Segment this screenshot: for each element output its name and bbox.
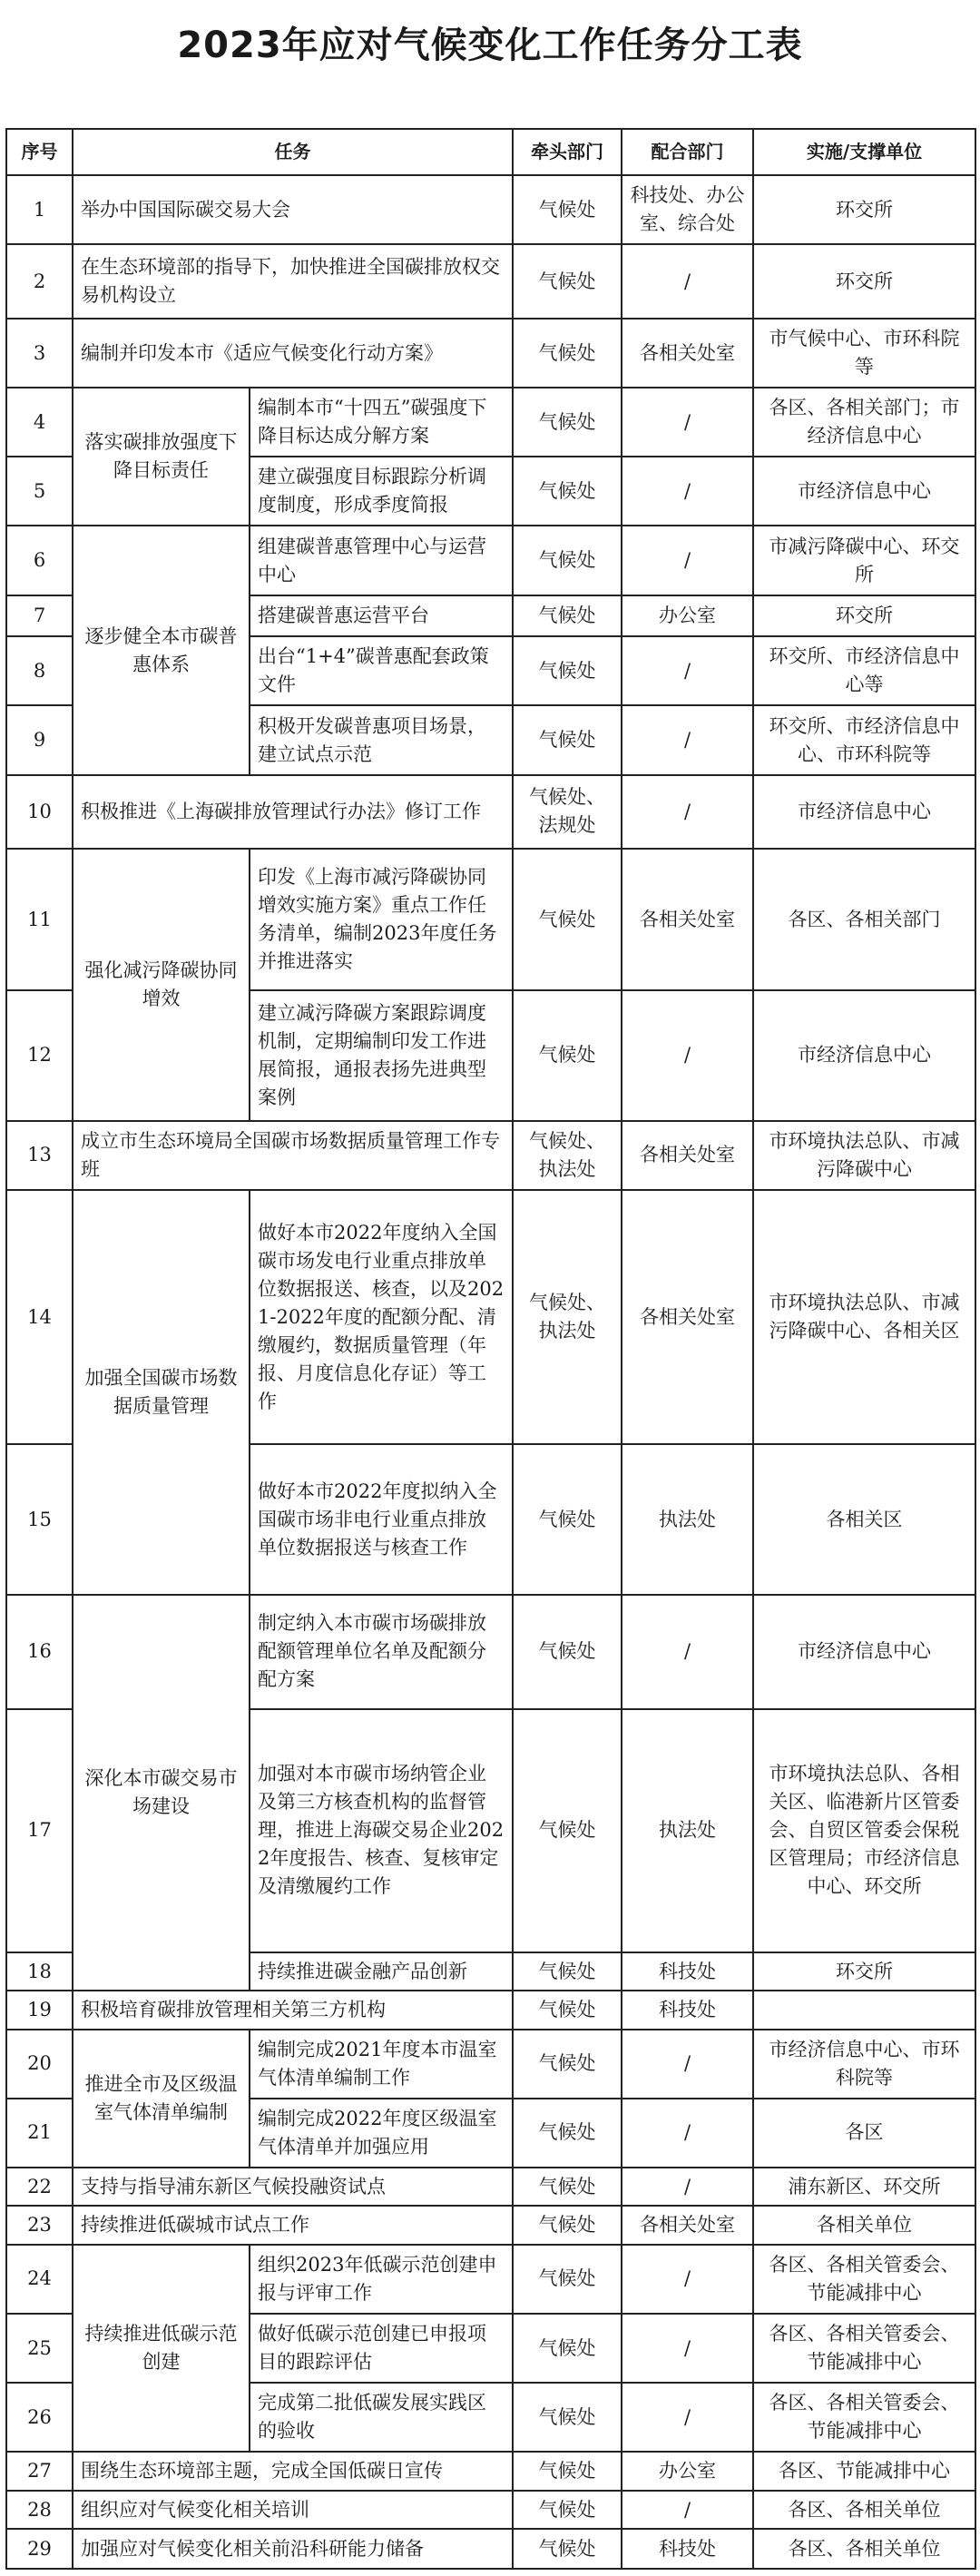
task-text: 组建碳普惠管理中心与运营中心 xyxy=(250,526,513,595)
support-unit: 市环境执法总队、市减污降碳中心 xyxy=(753,1121,975,1190)
lead-dept: 气候处 xyxy=(513,2491,622,2529)
support-unit: 各区、各相关单位 xyxy=(753,2529,975,2569)
row-number: 17 xyxy=(6,1709,73,1952)
support-unit: 各区、各相关部门 xyxy=(753,849,975,990)
lead-dept: 气候处 xyxy=(513,244,622,319)
table-row xyxy=(6,2245,975,2314)
lead-dept: 气候处 xyxy=(513,1952,622,1991)
lead-dept: 气候处 xyxy=(513,457,622,526)
row-number: 27 xyxy=(6,2452,73,2490)
table-row xyxy=(6,2452,975,2490)
lead-dept: 气候处 xyxy=(513,2206,622,2244)
support-unit: 市环境执法总队、各相关区、临港新片区管委会、自贸区管委会保税区管理局；市经济信息中心、环交所 xyxy=(753,1709,975,1952)
task-text: 积极开发碳普惠项目场景，建立试点示范 xyxy=(250,705,513,774)
row-number: 12 xyxy=(6,990,73,1121)
table-row xyxy=(6,2168,975,2206)
task-group: 落实碳排放强度下降目标责任 xyxy=(73,388,250,526)
lead-dept: 气候处 xyxy=(513,849,622,990)
support-unit: 环交所、市经济信息中心等 xyxy=(753,636,975,705)
task-group: 强化减污降碳协同增效 xyxy=(73,849,250,1120)
task-text: 成立市生态环境局全国碳市场数据质量管理工作专班 xyxy=(73,1121,513,1190)
row-number: 18 xyxy=(6,1952,73,1991)
support-unit: 各区、各相关管委会、节能减排中心 xyxy=(753,2314,975,2383)
table-row xyxy=(6,244,975,319)
support-unit: 浦东新区、环交所 xyxy=(753,2168,975,2206)
support-unit: 市减污降碳中心、环交所 xyxy=(753,526,975,595)
row-number: 20 xyxy=(6,2030,73,2099)
coop-dept: / xyxy=(622,2245,753,2314)
lead-dept: 气候处、执法处 xyxy=(513,1190,622,1445)
support-unit xyxy=(753,1991,975,2029)
lead-dept: 气候处 xyxy=(513,2529,622,2569)
row-number: 28 xyxy=(6,2491,73,2529)
task-text: 持续推进碳金融产品创新 xyxy=(250,1952,513,1991)
coop-dept: / xyxy=(622,457,753,526)
task-group: 加强全国碳市场数据质量管理 xyxy=(73,1190,250,1595)
coop-dept: / xyxy=(622,2383,753,2452)
row-number: 8 xyxy=(6,636,73,705)
task-text: 加强应对气候变化相关前沿科研能力储备 xyxy=(73,2529,513,2569)
support-unit: 各区、各相关管委会、节能减排中心 xyxy=(753,2383,975,2452)
lead-dept: 气候处 xyxy=(513,2099,622,2168)
task-group: 逐步健全本市碳普惠体系 xyxy=(73,526,250,774)
lead-dept: 气候处 xyxy=(513,1709,622,1952)
row-number: 16 xyxy=(6,1595,73,1709)
row-number: 5 xyxy=(6,457,73,526)
row-number: 23 xyxy=(6,2206,73,2244)
coop-dept: / xyxy=(622,388,753,457)
task-text: 持续推进低碳城市试点工作 xyxy=(73,2206,513,2244)
lead-dept: 气候处 xyxy=(513,526,622,595)
coop-dept: / xyxy=(622,2314,753,2383)
row-number: 10 xyxy=(6,775,73,850)
support-unit: 各区、各相关部门；市经济信息中心 xyxy=(753,388,975,457)
row-number: 14 xyxy=(6,1190,73,1445)
task-text: 积极培育碳排放管理相关第三方机构 xyxy=(73,1991,513,2029)
row-number: 21 xyxy=(6,2099,73,2168)
coop-dept: / xyxy=(622,2168,753,2206)
coop-dept: / xyxy=(622,2030,753,2099)
coop-dept: / xyxy=(622,636,753,705)
lead-dept: 气候处 xyxy=(513,388,622,457)
task-text: 组织2023年低碳示范创建申报与评审工作 xyxy=(250,2245,513,2314)
support-unit: 各区、节能减排中心 xyxy=(753,2452,975,2490)
coop-dept: 科技处 xyxy=(622,1991,753,2029)
lead-dept: 气候处 xyxy=(513,2245,622,2314)
task-text: 积极推进《上海碳排放管理试行办法》修订工作 xyxy=(73,775,513,850)
row-number: 25 xyxy=(6,2314,73,2383)
support-unit: 市气候中心、市环科院等 xyxy=(753,319,975,388)
task-text: 围绕生态环境部主题，完成全国低碳日宣传 xyxy=(73,2452,513,2490)
task-text: 完成第二批低碳发展实践区的验收 xyxy=(250,2383,513,2452)
coop-dept: / xyxy=(622,705,753,774)
task-text: 做好本市2022年度纳入全国碳市场发电行业重点排放单位数据报送、核查，以及2021-2022年度的配额分配、清缴履约，数据质量管理（年报、月度信息化存证）等工作 xyxy=(250,1190,513,1445)
header-seq: 序号 xyxy=(6,129,73,175)
row-number: 3 xyxy=(6,319,73,388)
task-text: 支持与指导浦东新区气候投融资试点 xyxy=(73,2168,513,2206)
row-number: 24 xyxy=(6,2245,73,2314)
support-unit: 市经济信息中心 xyxy=(753,1595,975,1709)
table-row xyxy=(6,849,975,990)
header-coop: 配合部门 xyxy=(622,129,753,175)
lead-dept: 气候处 xyxy=(513,2452,622,2490)
coop-dept: 各相关处室 xyxy=(622,1190,753,1445)
coop-dept: / xyxy=(622,1595,753,1709)
support-unit: 市经济信息中心 xyxy=(753,457,975,526)
task-text: 在生态环境部的指导下，加快推进全国碳排放权交易机构设立 xyxy=(73,244,513,319)
task-text: 建立碳强度目标跟踪分析调度制度，形成季度简报 xyxy=(250,457,513,526)
coop-dept: / xyxy=(622,2099,753,2168)
lead-dept: 气候处 xyxy=(513,175,622,244)
task-text: 做好本市2022年度拟纳入全国碳市场非电行业重点排放单位数据报送与核查工作 xyxy=(250,1444,513,1594)
header-task: 任务 xyxy=(73,129,513,175)
task-table xyxy=(5,128,976,2570)
task-text: 编制完成2021年度本市温室气体清单编制工作 xyxy=(250,2030,513,2099)
task-text: 印发《上海市减污降碳协同增效实施方案》重点工作任务清单，编制2023年度任务并推进落实 xyxy=(250,849,513,990)
task-text: 建立减污降碳方案跟踪调度机制，定期编制印发工作进展简报，通报表扬先进典型案例 xyxy=(250,990,513,1121)
task-group: 深化本市碳交易市场建设 xyxy=(73,1595,250,1991)
support-unit: 市环境执法总队、市减污降碳中心、各相关区 xyxy=(753,1190,975,1445)
table-row xyxy=(6,388,975,457)
lead-dept: 气候处 xyxy=(513,705,622,774)
coop-dept: / xyxy=(622,775,753,850)
support-unit: 环交所 xyxy=(753,244,975,319)
support-unit: 环交所、市经济信息中心、市环科院等 xyxy=(753,705,975,774)
coop-dept: / xyxy=(622,526,753,595)
row-number: 11 xyxy=(6,849,73,990)
lead-dept: 气候处 xyxy=(513,2314,622,2383)
coop-dept: 各相关处室 xyxy=(622,849,753,990)
support-unit: 各相关单位 xyxy=(753,2206,975,2244)
support-unit: 各区 xyxy=(753,2099,975,2168)
task-text: 加强对本市碳市场纳管企业及第三方核查机构的监督管理，推进上海碳交易企业2022年度报告、核查、复核审定及清缴履约工作 xyxy=(250,1709,513,1952)
lead-dept: 气候处 xyxy=(513,1595,622,1709)
row-number: 15 xyxy=(6,1444,73,1594)
row-number: 7 xyxy=(6,595,73,637)
task-text: 出台“1+4”碳普惠配套政策文件 xyxy=(250,636,513,705)
lead-dept: 气候处、法规处 xyxy=(513,775,622,850)
coop-dept: 办公室 xyxy=(622,2452,753,2490)
lead-dept: 气候处 xyxy=(513,2383,622,2452)
coop-dept: / xyxy=(622,2491,753,2529)
row-number: 6 xyxy=(6,526,73,595)
task-text: 编制本市“十四五”碳强度下降目标达成分解方案 xyxy=(250,388,513,457)
row-number: 13 xyxy=(6,1121,73,1190)
coop-dept: 办公室 xyxy=(622,595,753,637)
table-row xyxy=(6,1121,975,1190)
task-text: 编制完成2022年度区级温室气体清单并加强应用 xyxy=(250,2099,513,2168)
header-lead: 牵头部门 xyxy=(513,129,622,175)
row-number: 4 xyxy=(6,388,73,457)
task-text: 编制并印发本市《适应气候变化行动方案》 xyxy=(73,319,513,388)
support-unit: 各区、各相关管委会、节能减排中心 xyxy=(753,2245,975,2314)
coop-dept: 执法处 xyxy=(622,1709,753,1952)
row-number: 22 xyxy=(6,2168,73,2206)
coop-dept: 各相关处室 xyxy=(622,2206,753,2244)
table-row xyxy=(6,175,975,244)
lead-dept: 气候处 xyxy=(513,2168,622,2206)
task-text: 举办中国国际碳交易大会 xyxy=(73,175,513,244)
lead-dept: 气候处 xyxy=(513,2030,622,2099)
task-text: 制定纳入本市碳市场碳排放配额管理单位名单及配额分配方案 xyxy=(250,1595,513,1709)
coop-dept: 执法处 xyxy=(622,1444,753,1594)
task-text: 做好低碳示范创建已申报项目的跟踪评估 xyxy=(250,2314,513,2383)
table-row xyxy=(6,319,975,388)
support-unit: 环交所 xyxy=(753,1952,975,1991)
table-row xyxy=(6,1991,975,2029)
support-unit: 环交所 xyxy=(753,595,975,637)
coop-dept: 各相关处室 xyxy=(622,1121,753,1190)
lead-dept: 气候处 xyxy=(513,1444,622,1594)
task-group: 推进全市及区级温室气体清单编制 xyxy=(73,2030,250,2168)
lead-dept: 气候处 xyxy=(513,1991,622,2029)
coop-dept: / xyxy=(622,244,753,319)
lead-dept: 气候处 xyxy=(513,319,622,388)
row-number: 9 xyxy=(6,705,73,774)
table-header xyxy=(6,129,975,175)
table-row xyxy=(6,1595,975,1709)
support-unit: 环交所 xyxy=(753,175,975,244)
support-unit: 市经济信息中心 xyxy=(753,990,975,1121)
coop-dept: 科技处、办公室、综合处 xyxy=(622,175,753,244)
table-row xyxy=(6,1190,975,1445)
lead-dept: 气候处 xyxy=(513,595,622,637)
table-row xyxy=(6,2529,975,2569)
task-text: 组织应对气候变化相关培训 xyxy=(73,2491,513,2529)
support-unit: 各区、各相关单位 xyxy=(753,2491,975,2529)
header-support: 实施/支撑单位 xyxy=(753,129,975,175)
lead-dept: 气候处 xyxy=(513,990,622,1121)
coop-dept: / xyxy=(622,990,753,1121)
row-number: 26 xyxy=(6,2383,73,2452)
coop-dept: 各相关处室 xyxy=(622,319,753,388)
task-text: 搭建碳普惠运营平台 xyxy=(250,595,513,637)
table-row xyxy=(6,2491,975,2529)
row-number: 2 xyxy=(6,244,73,319)
row-number: 29 xyxy=(6,2529,73,2569)
table-row xyxy=(6,526,975,595)
page-title: 2023年应对气候变化工作任务分工表 xyxy=(177,25,803,66)
support-unit: 各相关区 xyxy=(753,1444,975,1594)
task-group: 持续推进低碳示范创建 xyxy=(73,2245,250,2453)
support-unit: 市经济信息中心、市环科院等 xyxy=(753,2030,975,2099)
row-number: 1 xyxy=(6,175,73,244)
table-row xyxy=(6,2030,975,2099)
coop-dept: 科技处 xyxy=(622,2529,753,2569)
table-row xyxy=(6,2206,975,2244)
support-unit: 市经济信息中心 xyxy=(753,775,975,850)
row-number: 19 xyxy=(6,1991,73,2029)
lead-dept: 气候处、执法处 xyxy=(513,1121,622,1190)
lead-dept: 气候处 xyxy=(513,636,622,705)
table-row xyxy=(6,775,975,850)
coop-dept: 科技处 xyxy=(622,1952,753,1991)
